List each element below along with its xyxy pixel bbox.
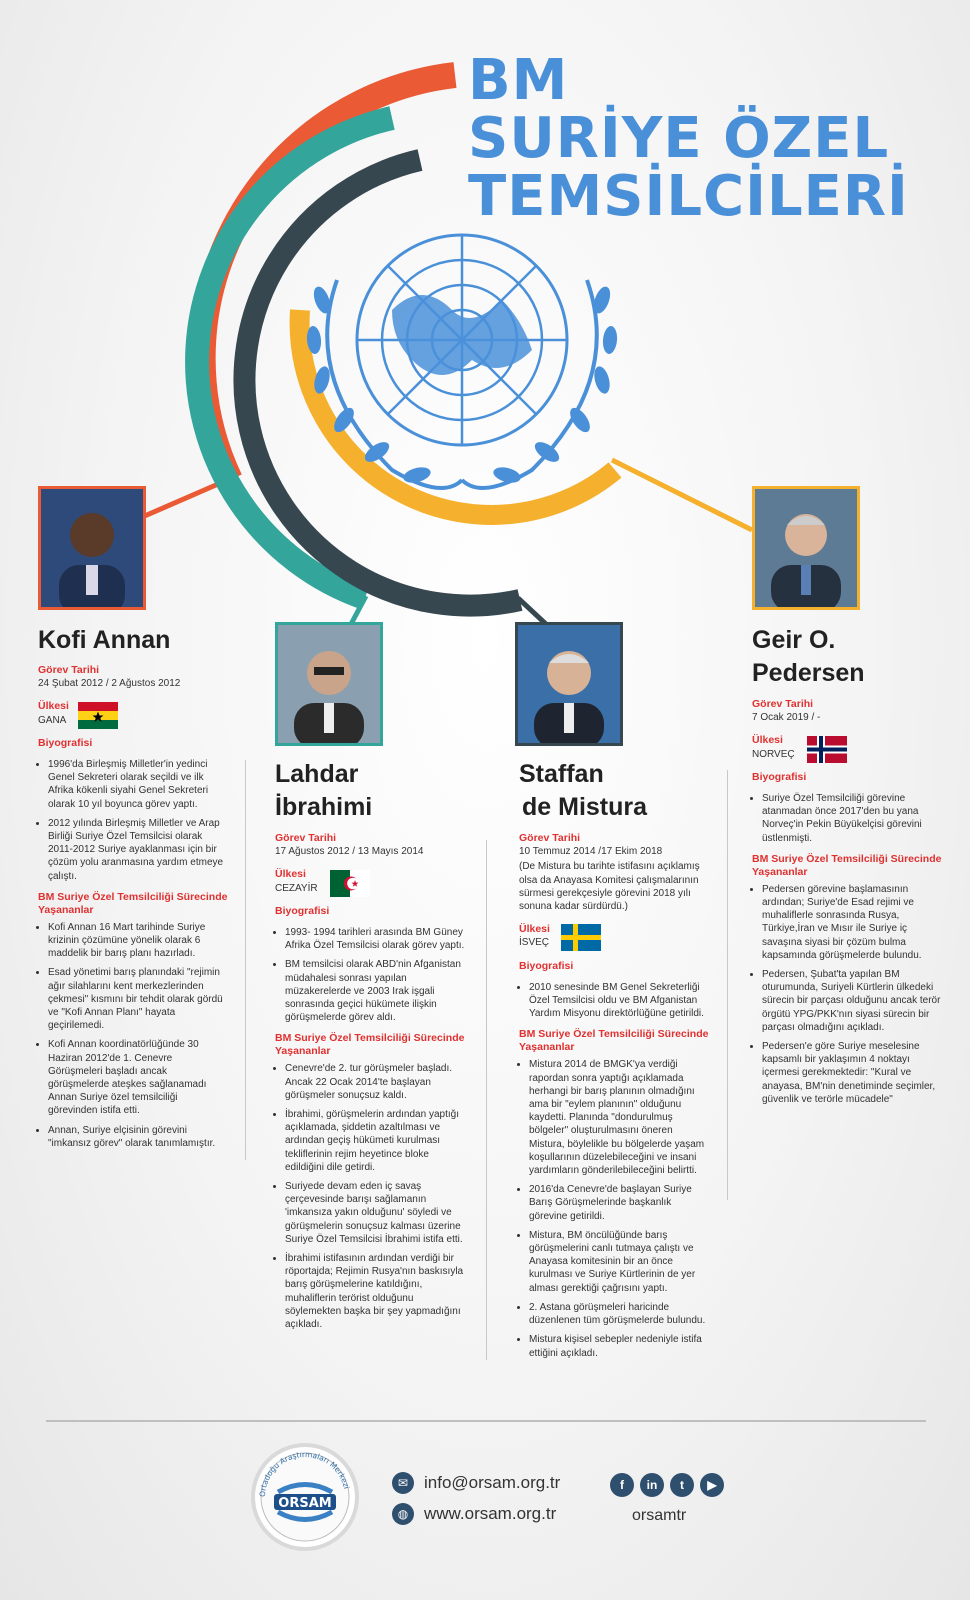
annan-country: GANA — [38, 714, 67, 726]
mistura-event-1: • 2016'da Cenevre'de başlayan Suriye Barış Görüşmelerinde başkanlık görevine getirildi. — [529, 1183, 709, 1223]
ibrahimi-events-list — [275, 1062, 465, 1331]
web-link[interactable]: www.orsam.org.tr — [424, 1504, 557, 1523]
ibrahimi-event-1: • İbrahimi, görüşmelerin ardından yaptığı açıklamada, şiddetin azaltılması ve ardından geçiş hükümeti kurulması tekliflerinin rejim heyetince bloke edildiğini dile getirdi. — [285, 1108, 465, 1174]
mistura-dates: 10 Temmuz 2014 /17 Ekim 2018 — [519, 846, 663, 858]
pedersen-photo — [752, 486, 860, 610]
ibrahimi-name — [275, 758, 372, 824]
ibrahimi-surec-label: BM Suriye Özel Temsilciliği Sürecinde Yaşananlar — [275, 1032, 465, 1058]
ibrahimi-bio-list — [275, 926, 465, 1024]
globe-icon: ◍ — [392, 1503, 414, 1525]
annan-gorev-label: Görev Tarihi — [38, 664, 100, 676]
pedersen-event-2: • Pedersen'e göre Suriye meselesine kapsamlı bir yaklaşımın 4 noktayı içermesi gerekmektedir: "Kural ve anayasa, BM'nin denetiminde seçimler, güvenlik ve terörle mücadele" — [762, 1040, 942, 1106]
ibrahimi-dates: 17 Ağustos 2012 / 13 Mayıs 2014 — [275, 846, 424, 858]
annan-bio-list — [38, 758, 228, 883]
twitter-icon[interactable]: t — [670, 1473, 694, 1497]
mistura-event-4: • Mistura kişisel sebepler nedeniyle istifa ettiğini açıkladı. — [529, 1333, 709, 1359]
mistura-gorev-label: Görev Tarihi — [519, 832, 581, 844]
email-row[interactable] — [392, 1472, 560, 1494]
mistura-photo — [515, 622, 623, 746]
mistura-biyografi-label: Biyografisi — [519, 959, 574, 972]
social-icons — [610, 1473, 724, 1497]
mistura-portrait-icon — [518, 625, 620, 743]
ibrahimi-event-2: • Suriyede devam eden iç savaş çerçevesinde barışı sağlamanın 'imkansıza yakın olduğunu' söyledi ve görüşmelerin sonuçsuz kalması üzerine Suriye Özel Temsilcisi İbrahimi istifa etti. — [285, 1180, 465, 1246]
annan-portrait-icon — [41, 489, 143, 607]
mistura-country-row — [519, 936, 709, 951]
ibrahimi-column — [275, 826, 465, 1337]
divider-3 — [727, 770, 728, 1200]
divider-2 — [486, 840, 487, 1360]
mistura-bio-0: • 2010 senesinde BM Genel Sekreterliği Özel Temsilcisi oldu ve BM Afganistan Yardım Misyonu direktörlüğüne getirildi. — [529, 981, 709, 1021]
mistura-event-2: • Mistura, BM öncülüğünde barış görüşmelerini canlı tutmaya çalıştı ve Anayasa komitesinin bir an önce kurulması ve Suriye Kürtlerinin de yer alması gerektiği çağrısını yaptı. — [529, 1229, 709, 1295]
youtube-icon[interactable]: ▶ — [700, 1473, 724, 1497]
pedersen-country-row — [752, 748, 942, 763]
ibrahimi-event-0: • Cenevre'de 2. tur görüşmeler başladı. Ancak 22 Ocak 2014'te başlayan görüşmeler sonuçsuz kaldı. — [285, 1062, 465, 1102]
mistura-events-list — [519, 1058, 709, 1359]
mistura-bio-list — [519, 981, 709, 1021]
ibrahimi-bio-0: • 1993- 1994 tarihleri arasında BM Güney Afrika Özel Temsilcisi olarak görev yaptı. — [285, 926, 465, 952]
annan-event-3: • Annan, Suriye elçisinin görevini "imkansız görev" olarak tanımlamıştır. — [48, 1124, 228, 1150]
pedersen-portrait-icon — [755, 489, 857, 607]
pedersen-name — [752, 624, 865, 690]
mistura-dates-note: (De Mistura bu tarihte istifasını açıklamış olsa da Anayasa Komitesi çalışmalarının sürmesi gerekçesiyle görevini 2018 yılı sonuna kadar sürdürdü.) — [519, 861, 700, 913]
algeria-flag-icon — [330, 870, 370, 897]
ibrahimi-photo — [275, 622, 383, 746]
pedersen-column — [752, 692, 942, 1112]
pedersen-dates: 7 Ocak 2019 / - — [752, 712, 821, 724]
annan-event-1: • Esad yönetimi barış planındaki "rejimin ağır silahlarını kent merkezlerinden çekmesi" kısmını bir tehdit olarak gördü ve "Kofi Annan Planı" hayata geçirilemedi. — [48, 966, 228, 1032]
pedersen-event-0: • Pedersen görevine başlamasının ardından; Suriye'de Esad rejimi ve muhaliflerle sonrasında Rusya, Türkiye,İran ve Mısır ile Suriye iç savaşına siyasi bir çözüm bulma kapsamında görüşmelerde bulundu. — [762, 883, 942, 962]
annan-bio-0: • 1996'da Birleşmiş Milletler'in yedinci Genel Sekreteri olarak seçildi ve ilk Afrika kökenli siyahi Genel Sekreteri olarak 10 yıl boyunca görev yaptı. — [48, 758, 228, 811]
pedersen-name-line-2: Pedersen — [752, 659, 865, 687]
yellow-connector — [612, 460, 752, 530]
annan-surec-label: BM Suriye Özel Temsilciliği Sürecinde Yaşananlar — [38, 890, 228, 916]
page-title — [468, 48, 909, 229]
pedersen-biyografi-label: Biyografisi — [752, 770, 807, 783]
pedersen-surec-label: BM Suriye Özel Temsilciliği Sürecinde Yaşananlar — [752, 852, 942, 878]
ibrahimi-portrait-icon — [278, 625, 380, 743]
ibrahimi-country: CEZAYİR — [275, 882, 318, 894]
social-handle[interactable]: orsamtr — [632, 1507, 687, 1524]
web-row[interactable] — [392, 1503, 556, 1525]
title-line-3: TEMSİLCİLERİ — [468, 164, 909, 229]
ibrahimi-country-row — [275, 882, 465, 897]
mistura-event-0: • Mistura 2014 de BMGK'ya verdiği rapordan sonra yaptığı açıklamada herhangi bir barış planının olmadığını ama bir "eylem planının" olduğunu kaydetti. Planında "dondurulmuş bölgeler" oluşturulmasını öneren Mistura, böylelikle bu bölgelerde yaşam koşullarının düzelebileceğini ve insani yardımların gönderilebileceğini belirtti. — [529, 1058, 709, 1177]
pedersen-events-list — [752, 883, 942, 1106]
pedersen-country: NORVEÇ — [752, 748, 795, 760]
pedersen-name-line-1: Geir O. — [752, 626, 836, 654]
orsam-logo-icon — [250, 1442, 360, 1552]
facebook-icon[interactable]: f — [610, 1473, 634, 1497]
linkedin-icon[interactable]: in — [640, 1473, 664, 1497]
mail-icon: ✉ — [392, 1472, 414, 1494]
annan-country-row — [38, 714, 228, 729]
annan-event-0: • Kofi Annan 16 Mart tarihinde Suriye krizinin çözümüne yönelik olarak 6 maddelik bir barış planı hazırladı. — [48, 921, 228, 961]
mistura-surec-label: BM Suriye Özel Temsilciliği Sürecinde Yaşananlar — [519, 1028, 709, 1054]
ibrahimi-biyografi-label: Biyografisi — [275, 904, 330, 917]
annan-ulkesi-label: Ülkesi — [38, 700, 69, 713]
pedersen-ulkesi-label: Ülkesi — [752, 734, 783, 747]
pedersen-bio-list — [752, 792, 942, 845]
annan-name: Kofi Annan — [38, 626, 171, 654]
annan-column — [38, 658, 228, 1156]
ghana-flag-icon — [78, 702, 118, 729]
annan-dates: 24 Şubat 2012 / 2 Ağustos 2012 — [38, 678, 181, 690]
pedersen-bio-0: • Suriye Özel Temsilciliği görevine atanmadan önce 2017'den bu yana Norveç'in Pekin Büyükelçisi görevini üstlenmişti. — [762, 792, 942, 845]
ibrahimi-gorev-label: Görev Tarihi — [275, 832, 337, 844]
mistura-name-line-1: Staffan — [519, 760, 604, 788]
ibrahimi-name-line-1: Lahdar — [275, 760, 359, 788]
pedersen-gorev-label: Görev Tarihi — [752, 698, 814, 710]
mistura-name-line-2: de Mistura — [522, 793, 648, 821]
mistura-event-3: • 2. Astana görüşmeleri haricinde düzenlenen tüm görüşmelerde bulundu. — [529, 1301, 709, 1327]
ibrahimi-event-3: • İbrahimi istifasının ardından verdiği bir röportajda; Rejimin Rusya'nın baskısıyla barış görüşmelerine katıldığını, muhaliflerin terörist olduğunu söylemekten başka bir şey yapmadığını açıkladı. — [285, 1252, 465, 1331]
annan-biyografi-label: Biyografisi — [38, 736, 93, 749]
mistura-name — [519, 758, 647, 824]
annan-event-2: • Kofi Annan koordinatörlüğünde 30 Haziran 2012'de 1. Cenevre Görüşmeleri başladı ancak görüşmelerde ateşkes sağlanamadı Annan Suriye özel temsilciliği görevinden istifa etti. — [48, 1038, 228, 1117]
mistura-column — [519, 826, 709, 1366]
ibrahimi-bio-1: • BM temsilcisi olarak ABD'nin Afganistan müdahalesi sonrası yapılan müzakerelerde ve 2003 Irak işgali sonrasında geçici hükümete ilişkin görüşmelerde görev aldı. — [285, 958, 465, 1024]
annan-events-list — [38, 921, 228, 1150]
divider-1 — [245, 760, 246, 1160]
title-line-1: BM — [468, 48, 569, 113]
norway-flag-icon — [807, 736, 847, 763]
annan-bio-1: • 2012 yılında Birleşmiş Milletler ve Arap Birliği Suriye Özel Temsilcisi olarak 2011-2012 Suriye ayaklanması için bir çözüm yolu aranmasına yardım etmeye çalıştı. — [48, 817, 228, 883]
footer-divider — [46, 1420, 926, 1422]
logo-text: ORSAM — [278, 1496, 332, 1511]
ibrahimi-ulkesi-label: Ülkesi — [275, 868, 306, 881]
email-link[interactable]: info@orsam.org.tr — [424, 1473, 561, 1492]
annan-photo — [38, 486, 146, 610]
logo-ring-text: Ortadoğu Araştırmaları Merkezi — [257, 1449, 352, 1498]
title-line-2: SURİYE ÖZEL — [468, 106, 890, 171]
mistura-country: İSVEÇ — [519, 937, 550, 949]
mistura-ulkesi-label: Ülkesi — [519, 923, 550, 936]
sweden-flag-icon — [561, 924, 601, 951]
pedersen-event-1: • Pedersen, Şubat'ta yapılan BM oturumunda, Suriyeli Kürtlerin ülkedeki sürecin bir parçası olduğunu ancak terör örgütü YPG/PKK'nın siyasi sürecin bir parçası olmadığını açıkladı. — [762, 968, 942, 1034]
ibrahimi-name-line-2: İbrahimi — [275, 793, 373, 821]
